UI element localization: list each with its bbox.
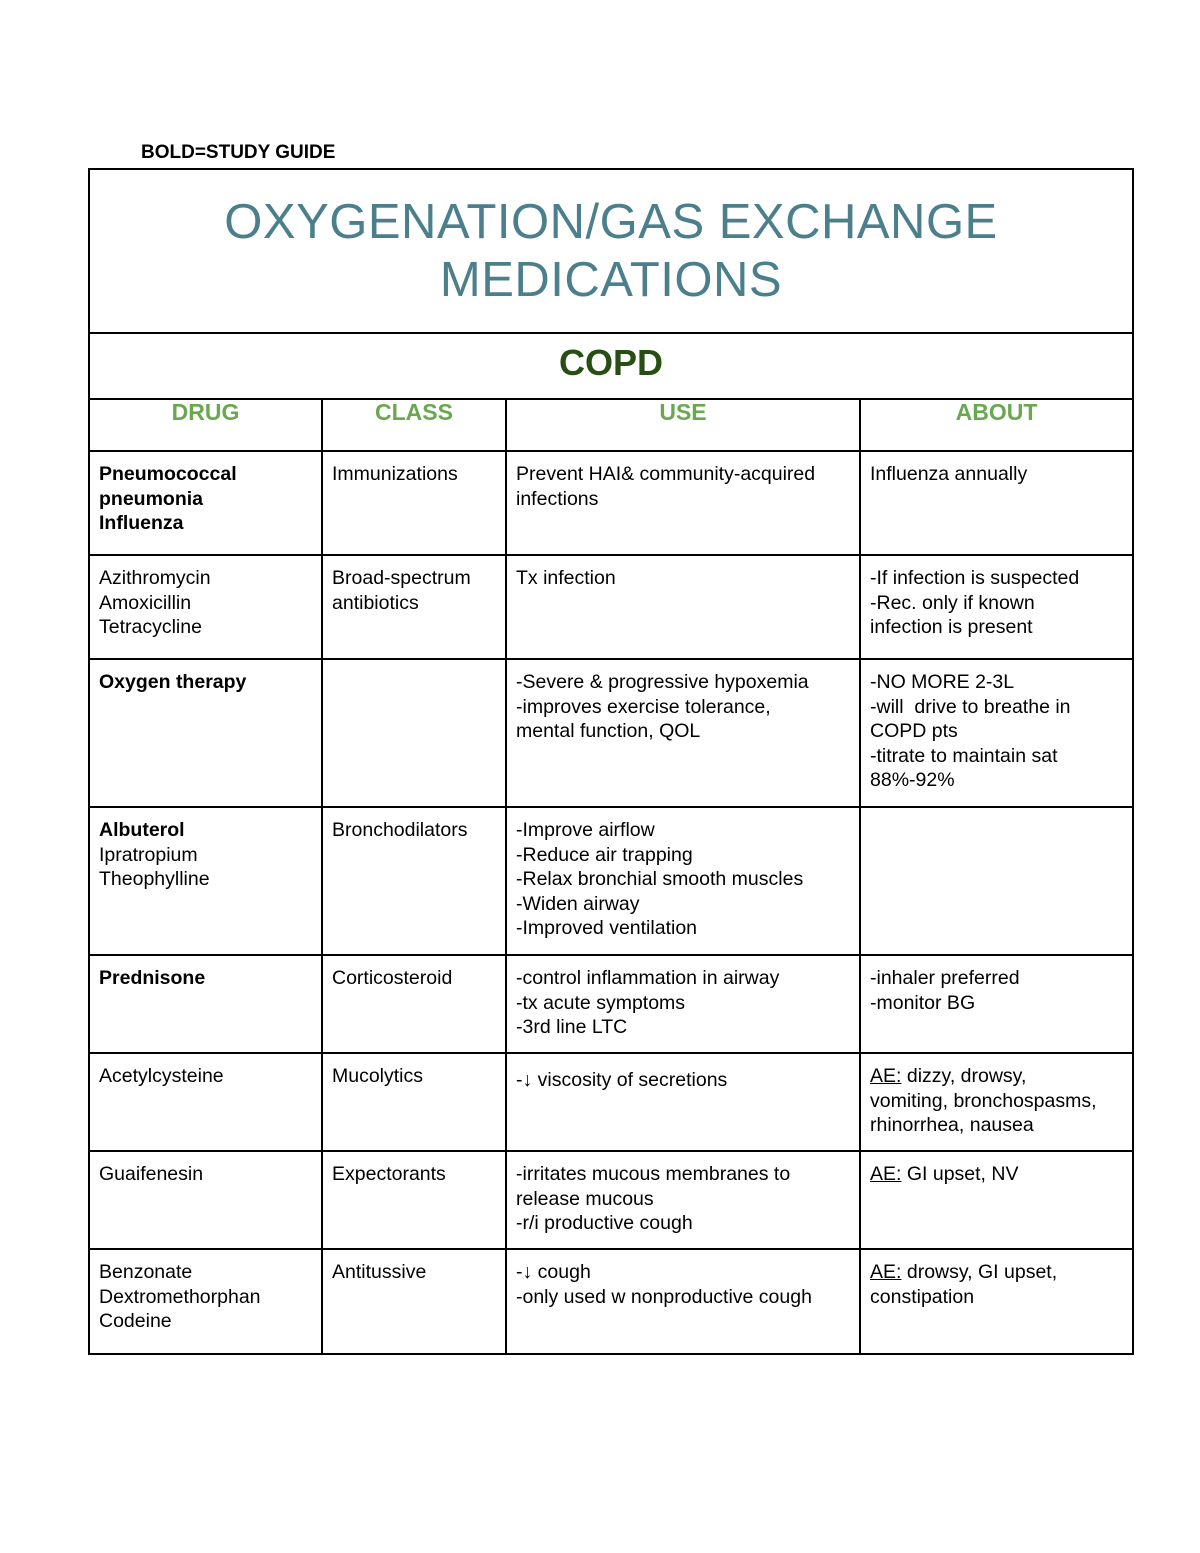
table-row xyxy=(89,1053,1133,1151)
drug-name: Guaifenesin xyxy=(99,1163,204,1185)
about-cell: AE: drowsy, GI upset, constipation xyxy=(860,1249,1133,1354)
about-cell xyxy=(860,807,1133,955)
class-cell xyxy=(322,659,506,807)
page-title-line2: MEDICATIONS xyxy=(439,253,783,307)
drug-name: Albuterol xyxy=(99,819,185,841)
drug-cell xyxy=(89,807,322,955)
drug-cell xyxy=(89,1053,322,1151)
table-row xyxy=(89,555,1133,659)
about-cell: AE: GI upset, NV xyxy=(860,1151,1133,1249)
section-title: COPD xyxy=(559,341,664,383)
drug-name: Prednisone xyxy=(99,967,206,989)
drug-name: Acetylcysteine xyxy=(99,1065,224,1087)
drug-name: Benzonate xyxy=(99,1261,193,1283)
class-cell: Antitussive xyxy=(322,1249,506,1354)
drug-name: pneumonia xyxy=(99,487,204,510)
use-cell: Prevent HAI& community-acquired infections xyxy=(506,451,860,555)
table-row xyxy=(89,807,1133,955)
adverse-effects-label: AE: xyxy=(870,1065,902,1087)
about-cell: AE: dizzy, drowsy, vomiting, bronchospasms, rhinorrhea, nausea xyxy=(860,1053,1133,1151)
table-row xyxy=(89,955,1133,1053)
table-row xyxy=(89,451,1133,555)
about-cell: -If infection is suspected -Rec. only if known infection is present xyxy=(860,555,1133,659)
adverse-effects-label: AE: xyxy=(870,1261,902,1283)
drug-name: Influenza xyxy=(99,512,184,534)
table-row xyxy=(89,1249,1133,1354)
drug-cell xyxy=(89,451,322,555)
class-cell: Expectorants xyxy=(322,1151,506,1249)
drug-cell xyxy=(89,555,322,659)
drug-name: Azithromycin xyxy=(99,567,211,589)
about-cell: Influenza annually xyxy=(860,451,1133,555)
use-cell: -Severe & progressive hypoxemia -improves exercise tolerance, mental function, QOL xyxy=(506,659,860,807)
title-cell xyxy=(89,169,1133,333)
header-about: ABOUT xyxy=(860,399,1133,451)
drug-name: Ipratropium xyxy=(99,843,198,866)
drug-name: Amoxicillin xyxy=(99,591,192,614)
header-class: CLASS xyxy=(322,399,506,451)
use-cell: -control inflammation in airway -tx acute symptoms -3rd line LTC xyxy=(506,955,860,1053)
drug-cell xyxy=(89,1249,322,1354)
drug-name: Dextromethorphan xyxy=(99,1285,261,1308)
class-cell: Immunizations xyxy=(322,451,506,555)
class-cell: Mucolytics xyxy=(322,1053,506,1151)
page-title-line1: OXYGENATION/GAS EXCHANGE xyxy=(224,195,998,249)
study-guide-note: BOLD=STUDY GUIDE xyxy=(141,142,336,163)
medication-table xyxy=(88,168,1134,1355)
use-cell: Tx infection xyxy=(506,555,860,659)
drug-name: Pneumococcal xyxy=(99,463,237,485)
use-cell: -irritates mucous membranes to release mucous -r/i productive cough xyxy=(506,1151,860,1249)
about-cell: -inhaler preferred -monitor BG xyxy=(860,955,1133,1053)
use-cell: -Improve airflow -Reduce air trapping -Relax bronchial smooth muscles -Widen airway -Improved ventilation xyxy=(506,807,860,955)
class-cell: Broad-spectrum antibiotics xyxy=(322,555,506,659)
drug-name: Tetracycline xyxy=(99,616,202,638)
drug-name: Oxygen therapy xyxy=(99,671,247,693)
use-cell: -↓ cough -only used w nonproductive cough xyxy=(506,1249,860,1354)
header-drug: DRUG xyxy=(89,399,322,451)
adverse-effects-label: AE: xyxy=(870,1163,902,1185)
class-cell: Corticosteroid xyxy=(322,955,506,1053)
drug-name: Codeine xyxy=(99,1310,172,1332)
drug-cell xyxy=(89,955,322,1053)
drug-name: Theophylline xyxy=(99,868,210,890)
section-cell xyxy=(89,333,1133,399)
drug-cell xyxy=(89,1151,322,1249)
about-cell: -NO MORE 2-3L -will drive to breathe in COPD pts -titrate to maintain sat 88%-92% xyxy=(860,659,1133,807)
drug-cell xyxy=(89,659,322,807)
header-use: USE xyxy=(506,399,860,451)
class-cell: Bronchodilators xyxy=(322,807,506,955)
table-header-row xyxy=(89,399,1133,451)
use-cell: -↓ viscosity of secretions xyxy=(506,1053,860,1151)
table-row xyxy=(89,659,1133,807)
table-row xyxy=(89,1151,1133,1249)
